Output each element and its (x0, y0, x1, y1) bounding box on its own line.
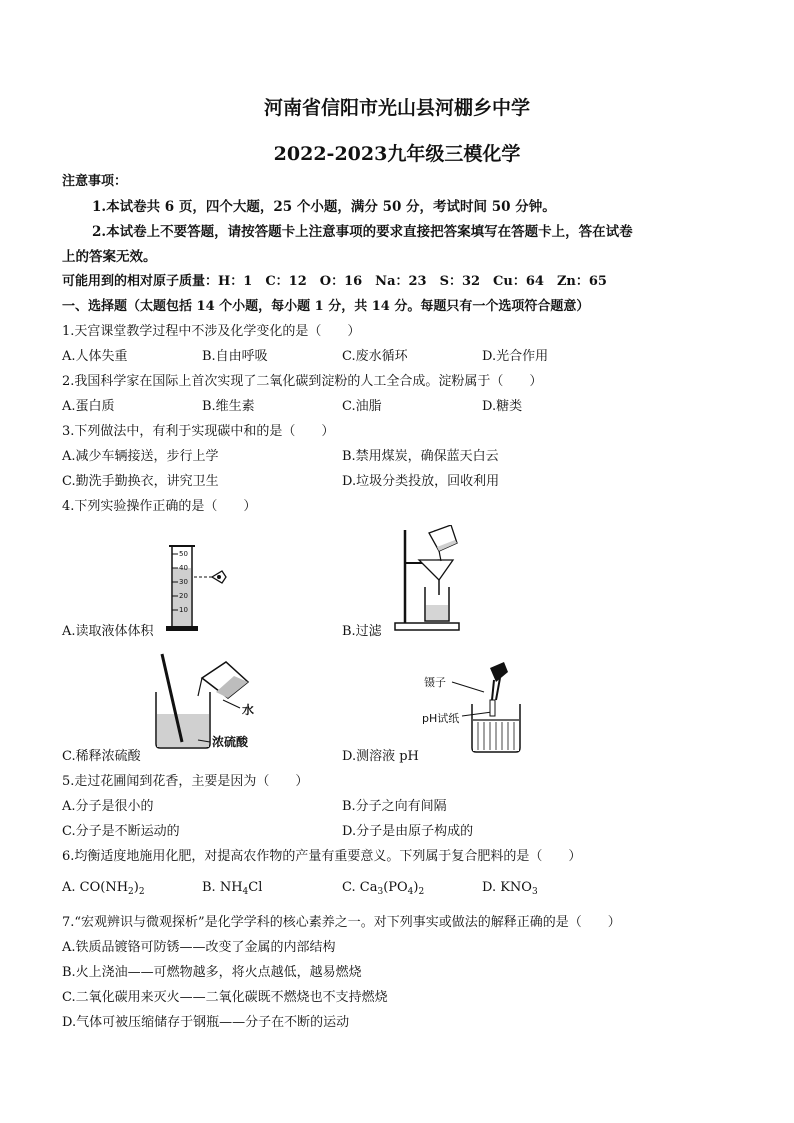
question-2-option-d: D.糖类 (482, 399, 523, 414)
tick-label: 10 (179, 606, 188, 614)
question-5-option-a: A.分子是很小的 (62, 799, 154, 814)
exam-title: 2022-2023九年级三模化学 (273, 143, 521, 165)
question-3-option-c: C.勤洗手勤换衣，讲究卫生 (62, 474, 219, 489)
question-7-stem: 7.“宏观辨识与微观探析”是化学学科的核心素养之一。对下列事实或做法的解释正确的是（ ） (62, 915, 621, 930)
question-1-stem: 1.天宫课堂教学过程中不涉及化学变化的是（ ） (62, 324, 361, 339)
notes-item-1: 1.本试卷共 6 页，四个大题，25 个小题，满分 50 分，考试时间 50 分钟。 (92, 199, 556, 215)
figure-read-volume (160, 540, 250, 635)
question-5-option-d: D.分子是由原子构成的 (342, 824, 474, 839)
question-7-option-d: D.气体可被压缩储存于钢瓶——分子在不断的运动 (62, 1015, 350, 1030)
question-1-option-d: D.光合作用 (482, 349, 549, 364)
question-5-stem: 5.走过花圃闻到花香，主要是因为（ ） (62, 774, 309, 789)
eye-icon (212, 571, 226, 583)
question-7-option-a: A.铁质品镀铬可防锈——改变了金属的内部结构 (62, 940, 336, 955)
tick-label: 30 (179, 578, 188, 586)
water-label: 水 (242, 703, 255, 717)
question-3-stem: 3.下列做法中，有利于实现碳中和的是（ ） (62, 424, 335, 439)
school-title: 河南省信阳市光山县河棚乡中学 (263, 97, 530, 119)
question-4-stem: 4.下列实验操作正确的是（ ） (62, 499, 257, 514)
question-6-option-d: D. $KNO_3$ (482, 880, 538, 897)
question-5-option-b: B.分子之向有间隔 (342, 799, 447, 814)
question-7-option-c: C.二氧化碳用来灭火——二氧化碳既不燃烧也不支持燃烧 (62, 990, 388, 1005)
question-5-option-c: C.分子是不断运动的 (62, 824, 180, 839)
ph-paper-label: pH试纸 (422, 712, 460, 725)
question-4-option-d: D.测溶液 pH (342, 749, 419, 764)
question-2-option-b: B.维生素 (202, 399, 255, 414)
question-4-option-b: B.过滤 (342, 624, 382, 639)
notes-heading: 注意事项： (62, 174, 128, 189)
question-1-option-c: C.废水循环 (342, 349, 408, 364)
atomic-masses: 可能用到的相对原子质量：H：1 C：12 O：16 Na：23 S：32 Cu：64 Zn：65 (62, 274, 607, 289)
tweezers-label: 镊子 (424, 676, 446, 689)
question-6-option-c: C. $Ca_3(PO_4)_2$ (342, 880, 425, 897)
question-3-option-d: D.垃圾分类投放，回收利用 (342, 474, 500, 489)
notes-item-2-cont: 上的答案无效。 (62, 249, 157, 265)
acid-label: 浓硫酸 (212, 735, 249, 749)
figure-filtration (385, 525, 475, 635)
question-6-option-b: B. $NH_4Cl$ (202, 880, 263, 897)
question-6-option-a: A. $CO(NH_2)_2$ (62, 880, 145, 897)
question-7-option-b: B.火上浇油——可燃物越多，将火点越低，越易燃烧 (62, 965, 362, 980)
figure-dilute-acid (148, 652, 278, 752)
question-3-option-b: B.禁用煤炭，确保蓝天白云 (342, 449, 499, 464)
question-2-option-c: C.油脂 (342, 399, 382, 414)
section-heading: 一、选择题（太题包括 14 个小题，每小题 1 分，共 14 分。每题只有一个选项符合题意） (62, 299, 590, 314)
tick-label: 40 (179, 564, 188, 572)
question-2-option-a: A.蛋白质 (62, 399, 115, 414)
question-3-option-a: A.减少车辆接送，步行上学 (62, 449, 219, 464)
question-4-option-a: A.读取液体体积 (62, 624, 154, 639)
question-4-option-c: C.稀释浓硫酸 (62, 749, 141, 764)
tick-label: 50 (179, 550, 188, 558)
figure-ph-test (420, 660, 540, 755)
question-1-option-b: B.自由呼吸 (202, 349, 268, 364)
question-1-option-a: A.人体失重 (62, 349, 128, 364)
question-6-stem: 6.均衡适度地施用化肥，对提高农作物的产量有重要意义。下列属于复合肥料的是（ ） (62, 849, 582, 864)
tick-label: 20 (179, 592, 188, 600)
notes-item-2: 2.本试卷上不要答题，请按答题卡上注意事项的要求直接把答案填写在答题卡上，答在试卷 (92, 224, 633, 240)
question-2-stem: 2.我国科学家在国际上首次实现了二氧化碳到淀粉的人工全合成。淀粉属于（ ） (62, 374, 543, 389)
